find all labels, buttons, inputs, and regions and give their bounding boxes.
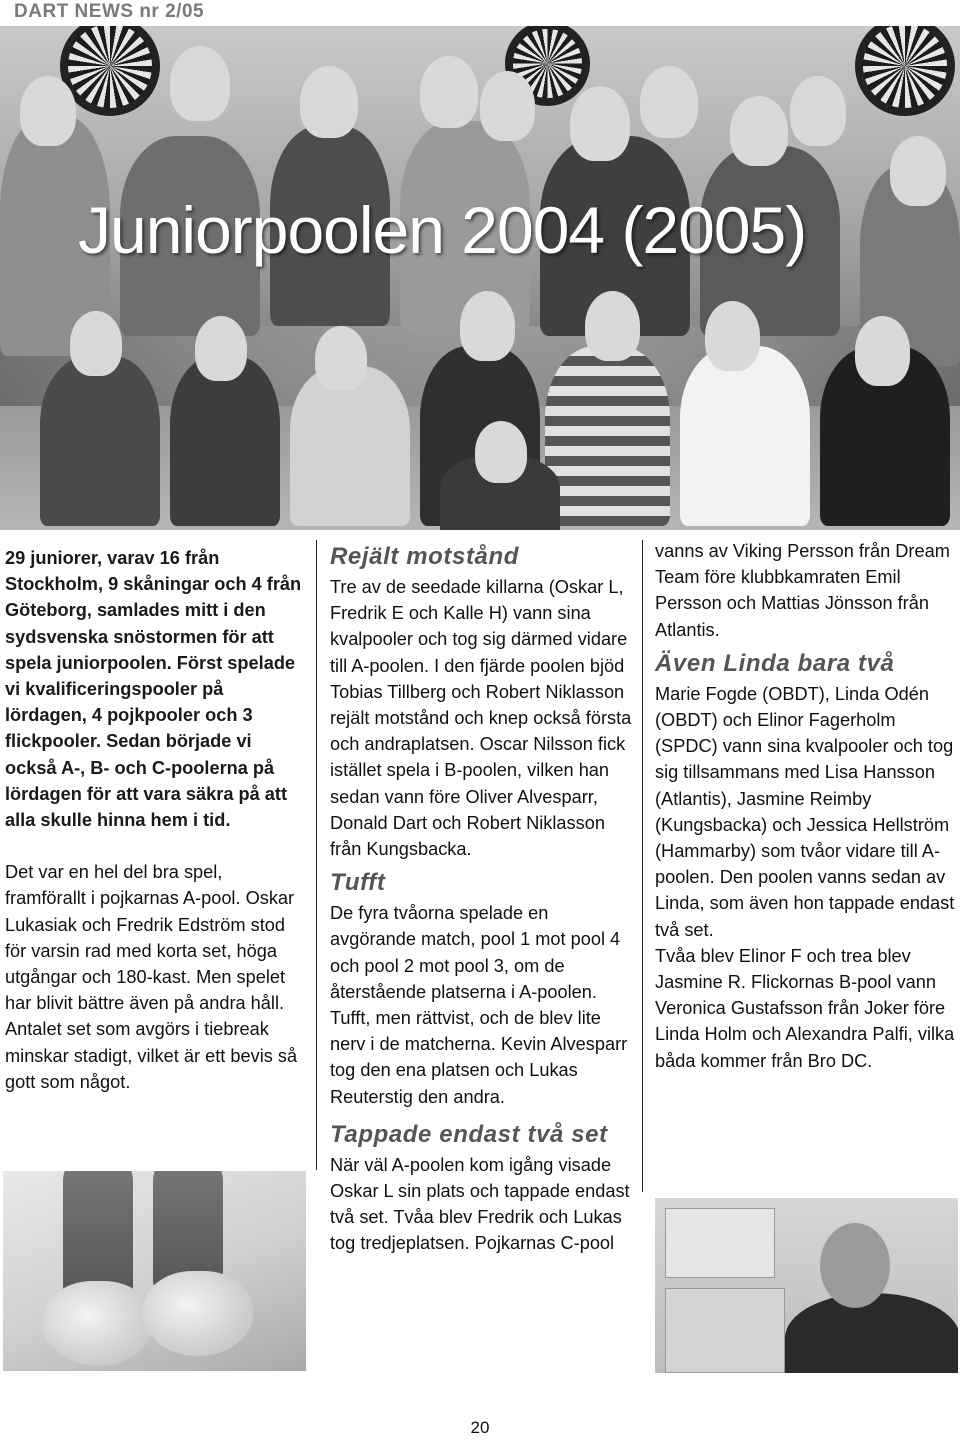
paragraph-gap xyxy=(5,833,305,859)
man-head xyxy=(820,1223,890,1308)
person-face xyxy=(585,291,640,361)
kitchen-cabinet xyxy=(665,1208,775,1278)
person-face xyxy=(20,76,76,146)
person-face xyxy=(70,311,122,376)
feet-photo xyxy=(3,1171,306,1371)
column-3 xyxy=(655,538,955,1074)
column-divider-1 xyxy=(316,540,317,1170)
person-face xyxy=(730,96,788,166)
person-face xyxy=(570,86,630,161)
paragraph-tufft: De fyra tvåorna spelade en avgörande match, pool 1 mot pool 4 och pool 2 mot pool 3, om de återstående platserna i A-poolen. Tufft, men rättvist, och de blev lite nerv i de matcherna. Kevin Alvesparr tog den ena platsen och Lukas Reuterstig den andra. xyxy=(330,903,628,1107)
person-face xyxy=(855,316,910,386)
person-face xyxy=(170,46,230,121)
kitchen-photo xyxy=(655,1198,958,1373)
kitchen-cabinet xyxy=(665,1288,785,1373)
column-2 xyxy=(330,542,635,1257)
shoe-cover xyxy=(43,1281,153,1366)
photo-title: Juniorpoolen 2004 (2005) xyxy=(78,193,807,267)
body-paragraph: Det var en hel del bra spel, framförallt i pojkarnas A-pool. Oskar Lukasiak och Fredrik Edström stod för varsin rad med korta set, höga utgångar och 180-kast. Men spelet har blivit bättre även på andra håll. Antalet set som avgörs i tiebreak minskar stadigt, vilket är ett bevis så gott som något. xyxy=(5,862,298,1092)
person-face xyxy=(315,326,367,391)
person-face xyxy=(475,421,527,483)
page-number: 20 xyxy=(470,1418,490,1437)
person-front-row xyxy=(170,356,280,526)
paragraph-flick-a-pool: Marie Fogde (OBDT), Linda Odén (OBDT) och Elinor Fagerholm (SPDC) vann sina kvalpooler och tog sig tillsammans med Lisa Hansson (Atlantis), Jasmine Reimby (Kungsbacka) och Jessica Hellström (Hammarby) som tvåor vidare till A-poolen. Den poolen vanns sedan av Linda, som även hon tappade endast två set. xyxy=(655,683,955,940)
person-face xyxy=(420,56,478,128)
page-header xyxy=(0,0,960,26)
paragraph-flick-b-pool: Tvåa blev Elinor F och trea blev Jasmine R. Flickornas B-pool vann Veronica Gustafsson från Joker före Linda Holm och Alexandra Palfi, vilka båda kommer från Bro DC. xyxy=(655,945,955,1071)
person-face xyxy=(195,316,247,381)
shoe-cover xyxy=(143,1271,253,1356)
paragraph-tappade-endast-tva-set: När väl A-poolen kom igång visade Oskar L sin plats och tappade endast två set. Tvåa blev Fredrik och Lukas tog tredjeplatsen. Pojkarnas C-pool xyxy=(330,1154,630,1254)
intro-paragraph: 29 juniorer, varav 16 från Stockholm, 9 skåningar och 4 från Göteborg, samlades mitt i den sydsvenska snöstormen för att spela juniorpoolen. Först spelade vi kvalificeringspooler på lördagen, 4 pojkpooler och 3 flickpooler. Sedan började vi också A-, B- och C-poolerna på lördagen för att vara säkra på att alla skulle hinna hem i tid. xyxy=(5,548,302,831)
paragraph-rejalt-motstand: Tre av de seedade killarna (Oskar L, Fredrik E och Kalle H) vann sina kvalpooler och tog sig därmed vidare till A-poolen. I den fjärde poolen bjöd Tobias Tillberg och Robert Niklasson rejält motstånd och knep också första och andraplatsen. Oscar Nilsson fick istället spela i B-poolen, vilken han sedan vann före Oliver Alvesparr, Donald Dart och Robert Niklasson från Kungsbacka. xyxy=(330,577,632,860)
person-face xyxy=(480,71,535,141)
person-face xyxy=(300,66,358,138)
person-face xyxy=(705,301,760,371)
person-face xyxy=(640,66,698,138)
subheading-tufft: Tufft xyxy=(330,869,386,897)
group-photo xyxy=(0,26,960,530)
person-front-row xyxy=(40,356,160,526)
person-face xyxy=(890,136,946,206)
person-front-row xyxy=(680,346,810,526)
column-divider-2 xyxy=(642,540,643,1192)
paragraph-c-pool-winner: vanns av Viking Persson från Dream Team före klubbkamraten Emil Persson och Mattias Jönsson från Atlantis. xyxy=(655,541,950,640)
person-front-row xyxy=(545,346,670,526)
subheading-tappade-endast-tva-set: Tappade endast två set xyxy=(330,1120,608,1148)
man-figure xyxy=(785,1293,958,1373)
column-1 xyxy=(5,545,305,1095)
magazine-issue-label: DART NEWS nr 2/05 xyxy=(14,1,205,22)
person-face xyxy=(790,76,846,146)
person-face xyxy=(460,291,515,361)
subheading-rejalt-motstand: Rejält motstånd xyxy=(330,543,520,570)
subheading-aven-linda-bara-tva: Även Linda bara två xyxy=(655,649,895,677)
